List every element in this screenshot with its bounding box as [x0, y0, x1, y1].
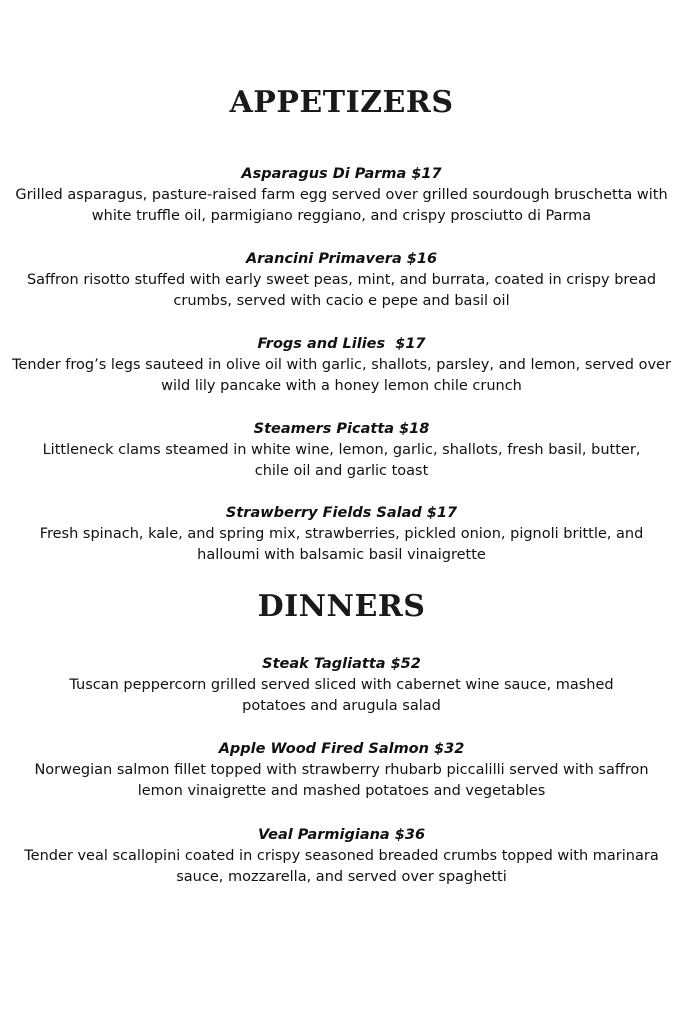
menu-item	[0, 249, 683, 312]
item-title: Steamers Picatta $18	[253, 421, 430, 437]
item-description-line: crumbs, served with cacio e pepe and basil oil	[173, 293, 510, 309]
menu-item	[0, 503, 683, 566]
item-description-line: lemon vinaigrette and mashed potatoes and vegetables	[137, 783, 546, 799]
item-description-line: halloumi with balsamic basil vinaigrette	[197, 547, 486, 563]
appetizers-heading: APPETIZERS	[229, 85, 454, 120]
item-title: Veal Parmigiana $36	[257, 827, 426, 843]
item-title: Asparagus Di Parma $17	[241, 166, 442, 182]
item-description-line: Tuscan peppercorn grilled served sliced with cabernet wine sauce, mashed	[69, 677, 614, 693]
item-description-line: Grilled asparagus, pasture-raised farm egg served over grilled sourdough bruschetta with	[15, 187, 668, 203]
item-title: Apple Wood Fired Salmon $32	[218, 741, 465, 757]
item-description-line: Littleneck clams steamed in white wine, lemon, garlic, shallots, fresh basil, butter,	[42, 442, 641, 458]
item-description-line: Saffron risotto stuffed with early sweet peas, mint, and burrata, coated in crispy bread	[26, 272, 657, 288]
item-title: Steak Tagliatta $52	[262, 656, 421, 672]
item-description-line: white truffle oil, parmigiano reggiano, and crispy prosciutto di Parma	[91, 208, 592, 224]
item-description-line: sauce, mozzarella, and served over spaghetti	[176, 869, 507, 885]
item-description-line: chile oil and garlic toast	[254, 463, 429, 479]
item-description-line: Fresh spinach, kale, and spring mix, strawberries, pickled onion, pignoli brittle, and	[39, 526, 644, 542]
menu-item	[0, 334, 683, 397]
dinners-heading: DINNERS	[257, 589, 426, 624]
menu-item	[0, 164, 683, 227]
item-description-line: Tender veal scallopini coated in crispy seasoned breaded crumbs topped with marinara	[24, 848, 659, 864]
item-description-line: potatoes and arugula salad	[242, 698, 441, 714]
item-description-line: wild lily pancake with a honey lemon chile crunch	[161, 378, 522, 394]
menu-item	[0, 654, 683, 717]
menu-item	[0, 739, 683, 802]
menu-item	[0, 419, 683, 482]
item-description-line: Tender frog’s legs sauteed in olive oil with garlic, shallots, parsley, and lemon, served over	[12, 357, 671, 373]
menu-item	[0, 825, 683, 888]
item-title: Frogs and Lilies $17	[257, 336, 426, 352]
item-title: Arancini Primavera $16	[245, 251, 438, 267]
item-title: Strawberry Fields Salad $17	[225, 505, 458, 521]
item-description-line: Norwegian salmon fillet topped with strawberry rhubarb piccalilli served with saffron	[34, 762, 649, 778]
